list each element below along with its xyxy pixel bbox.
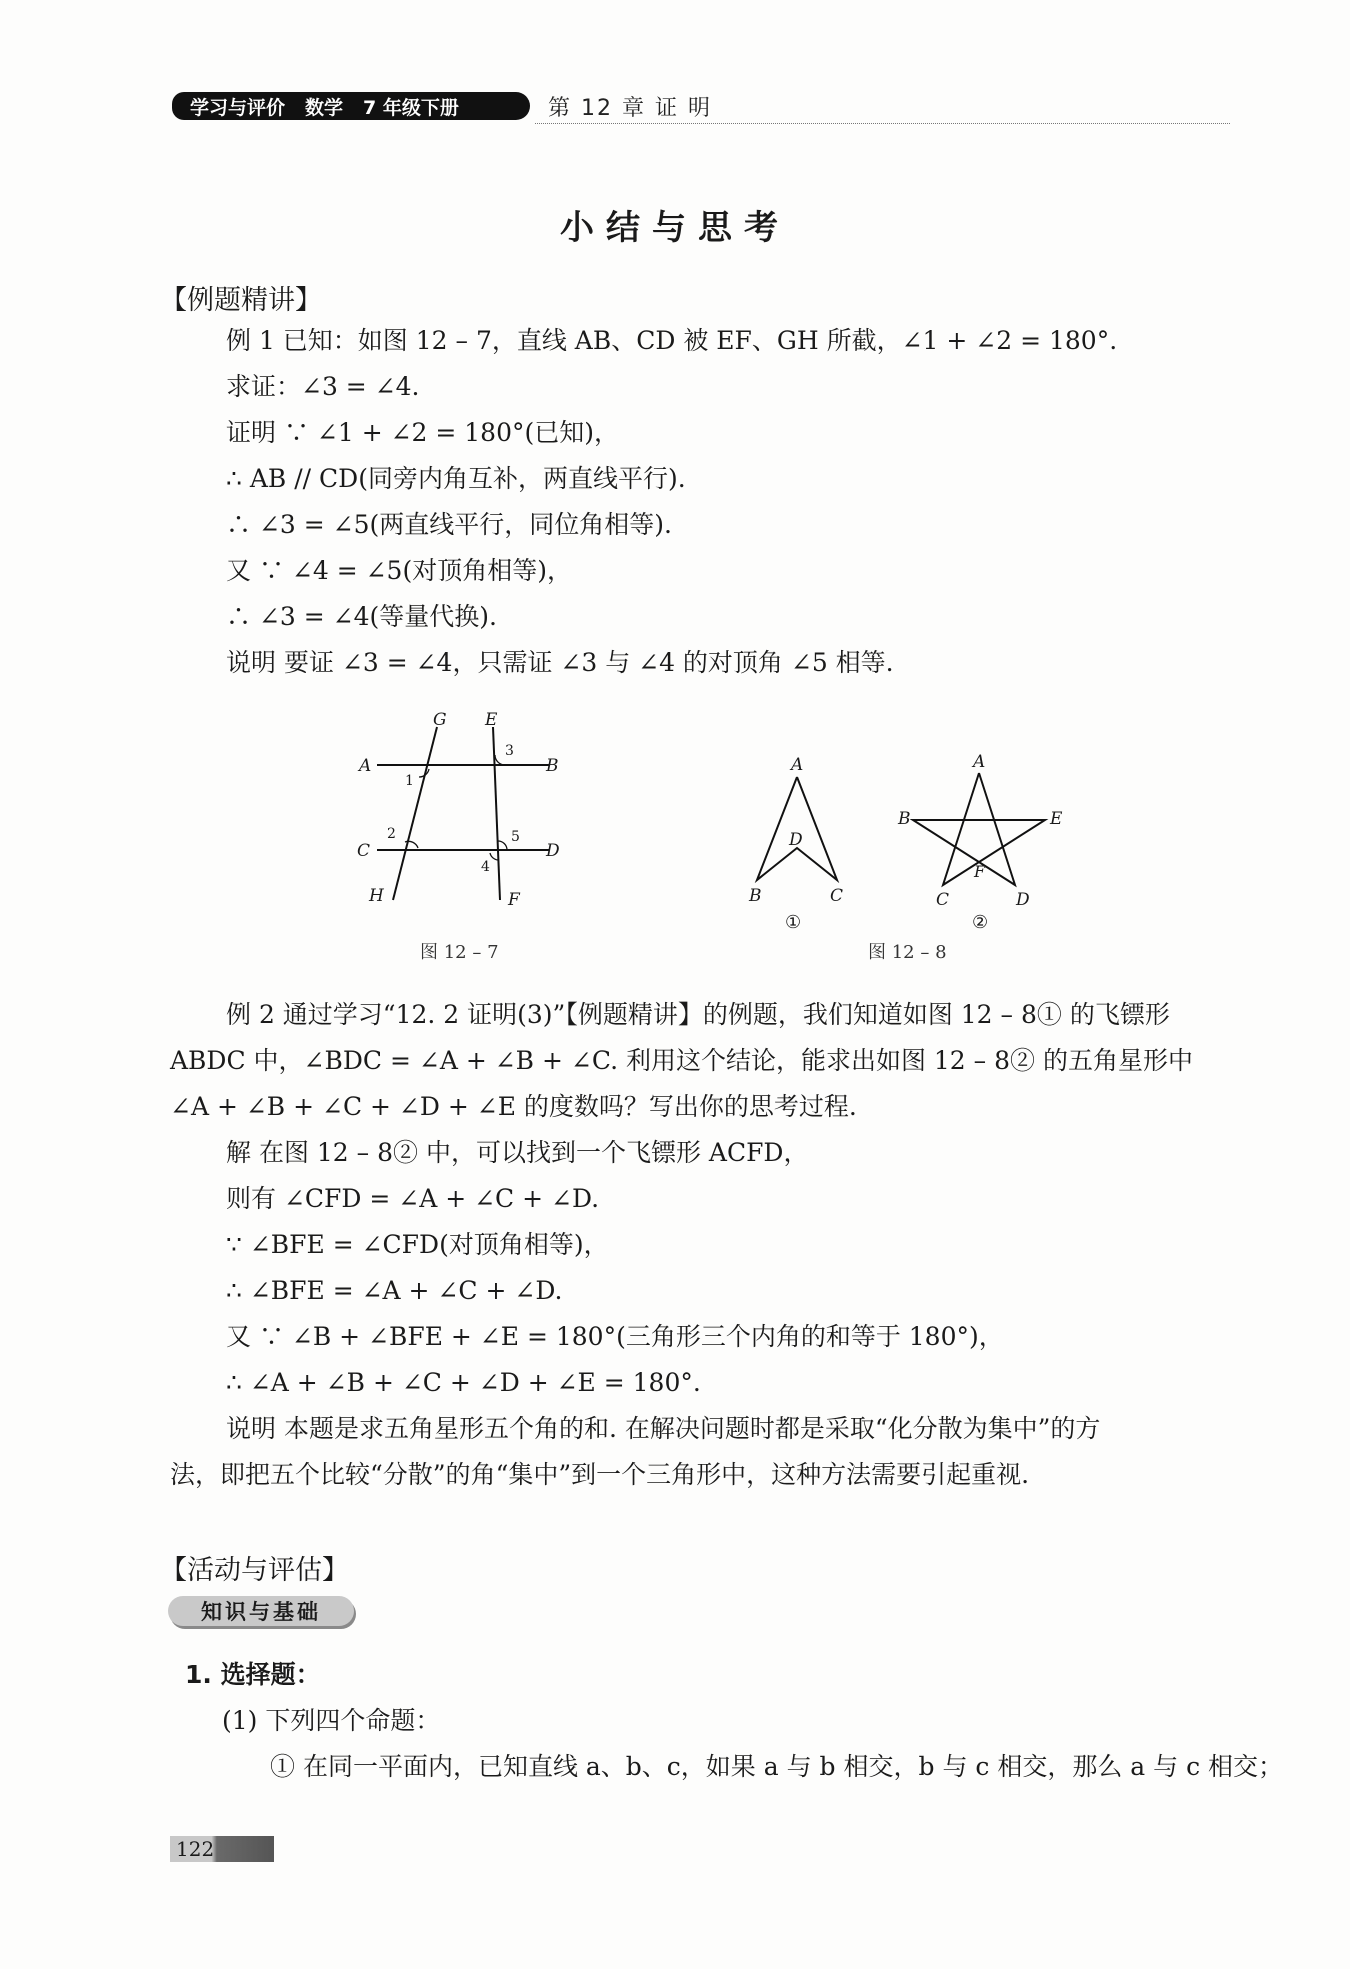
line-gh [393,727,437,900]
question-1-1: (1) 下列四个命题： [222,1706,441,1735]
example2-line-9: ∴ ∠A + ∠B + ∠C + ∠D + ∠E = 180°. [226,1368,701,1397]
example2-line-7: ∴ ∠BFE = ∠A + ∠C + ∠D. [226,1276,563,1305]
example2-line-11: 法，即把五个比较“分散”的角“集中”到一个三角形中，这种方法需要引起重视. [170,1460,1030,1489]
example2-line-3: ∠A + ∠B + ∠C + ∠D + ∠E 的度数吗？写出你的思考过程. [170,1092,857,1121]
page-title: 小结与思考 [560,208,790,248]
label-e: E [485,710,498,730]
dart-label-b: B [749,886,762,906]
angle-3-arc [495,755,505,765]
dart-label-d: D [789,830,803,850]
label-c: C [357,841,371,861]
dart-label-a: A [791,755,804,775]
dart-label-c: C [830,886,844,906]
knowledge-basics-badge: 知识与基础 [168,1596,354,1626]
label-g: G [433,710,447,730]
label-angle-5: 5 [511,829,520,845]
header-book: 学习与评价 [190,96,286,119]
figure-12-8-caption: 图 12 – 8 [868,942,947,963]
label-angle-2: 2 [387,826,396,842]
question-1-1-option-1: ① 在同一平面内，已知直线 a、b、c，如果 a 与 b 相交，b 与 c 相交，那么 a 与 c 相交； [270,1752,1284,1781]
example2-line-5: 则有 ∠CFD = ∠A + ∠C + ∠D. [226,1184,600,1213]
example1-line-2: 求证：∠3 = ∠4. [226,372,420,401]
header-chapter: 第 12 章 证 明 [548,96,712,121]
figure-12-8-dart [735,745,875,935]
example1-line-6: 又 ∵ ∠4 = ∠5(对顶角相等)， [226,556,572,585]
section-heading-examples: 【例题精讲】 [160,285,322,316]
figure-12-8-star [890,745,1080,935]
header-subject: 数学 [305,96,344,119]
label-h: H [369,886,384,906]
label-a: A [359,756,372,776]
example2-line-10: 说明 本题是求五角星形五个角的和. 在解决问题时都是采取“化分散为集中”的方 [226,1414,1101,1443]
label-d: D [546,841,560,861]
star-label-c: C [936,890,950,910]
figure-12-7 [345,705,585,925]
label-f: F [508,890,520,910]
label-angle-3: 3 [505,743,514,759]
label-angle-1: 1 [405,773,414,789]
line-ef [493,727,500,900]
example2-line-1: 例 2 通过学习“12. 2 证明(3)”【例题精讲】的例题，我们知道如图 12 – 8① 的飞镖形 [226,1000,1170,1029]
star-label-b: B [898,809,911,829]
star-figure-number: ② [972,912,989,933]
example1-line-4: ∴ AB // CD(同旁内角互补，两直线平行). [226,464,686,493]
header-divider [535,123,1230,124]
angle-5-arc [498,841,507,850]
label-b: B [546,756,559,776]
section-heading-activities: 【活动与评估】 [160,1555,349,1586]
example1-line-5: ∴ ∠3 = ∠5(两直线平行，同位角相等). [226,510,672,539]
label-angle-4: 4 [481,859,490,875]
star-label-a: A [973,752,986,772]
example1-line-8: 说明 要证 ∠3 = ∠4，只需证 ∠3 与 ∠4 的对顶角 ∠5 相等. [226,648,894,677]
figure-12-7-caption: 图 12 – 7 [420,942,499,963]
header-book-badge [172,92,530,120]
header-grade: 7 年级下册 [363,96,459,119]
example1-line-7: ∴ ∠3 = ∠4(等量代换). [226,602,497,631]
star-label-e: E [1050,809,1063,829]
angle-4-arc [490,853,498,860]
example1-line-1: 例 1 已知：如图 12 – 7，直线 AB、CD 被 EF、GH 所截，∠1 + ∠2 = 180°. [226,326,1118,355]
example1-line-3: 证明 ∵ ∠1 + ∠2 = 180°(已知)， [226,418,620,447]
example2-line-2: ABDC 中，∠BDC = ∠A + ∠B + ∠C. 利用这个结论，能求出如图 12 – 8② 的五角星形中 [170,1046,1193,1075]
star-label-f: F [974,862,986,881]
example2-line-6: ∵ ∠BFE = ∠CFD(对顶角相等)， [226,1230,609,1259]
page-number: 122 [170,1836,274,1862]
example2-line-4: 解 在图 12 – 8② 中，可以找到一个飞镖形 ACFD， [226,1138,809,1167]
dart-outline [757,777,837,880]
star-label-d: D [1016,890,1030,910]
question-1: 1. 选择题： [185,1660,321,1689]
angle-1-arc [419,769,429,777]
example2-line-8: 又 ∵ ∠B + ∠BFE + ∠E = 180°(三角形三个内角的和等于 180°)， [226,1322,1004,1351]
dart-figure-number: ① [785,912,802,933]
